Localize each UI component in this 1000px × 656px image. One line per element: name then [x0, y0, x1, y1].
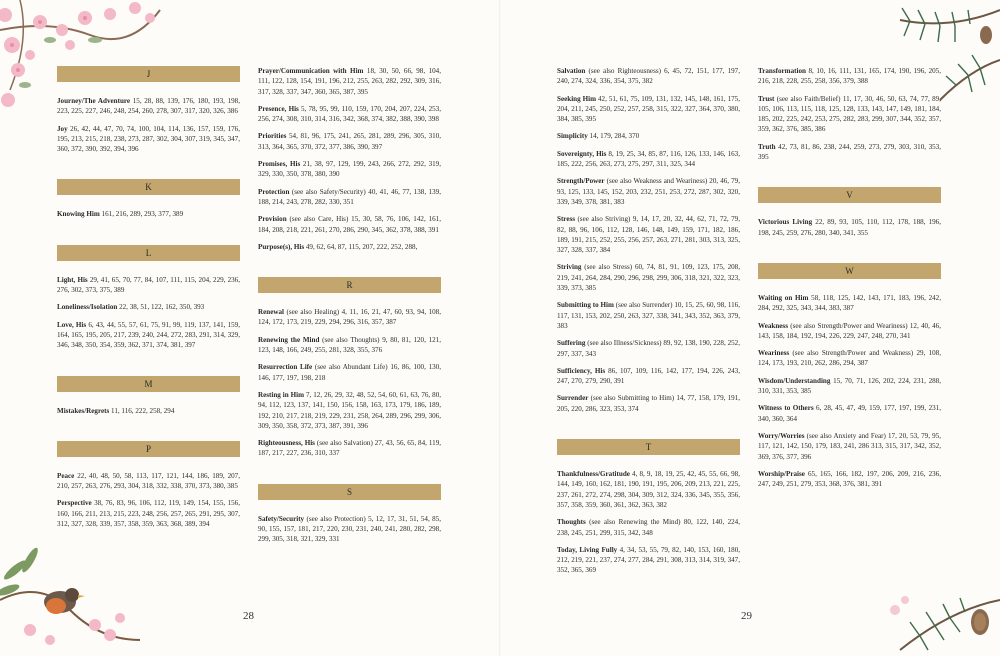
index-entry: Submitting to Him (see also Surrender) 10, 15, 25, 60, 98, 116, 117, 131, 153, 202, 250, 263, 327, 338, 341, 343, 352, 363, 379, 383	[557, 301, 740, 330]
index-entry: Weakness (see also Strength/Power and Weariness) 12, 40, 46, 143, 158, 184, 192, 194, 226, 229, 247, 248, 270, 341	[758, 321, 941, 340]
index-entry: Righteousness, His (see also Salvation) 27, 43, 56, 65, 84, 119, 187, 217, 227, 236, 310, 337	[258, 439, 442, 458]
index-entry: Mistakes/Regrets 11, 116, 222, 258, 294	[57, 406, 175, 415]
index-entry: Purpose(s), His 49, 62, 64, 87, 115, 207, 222, 252, 288,	[258, 242, 418, 251]
index-entry: Joy 26, 42, 44, 47, 70, 74, 100, 104, 114, 136, 157, 159, 176, 195, 213, 215, 218, 238, 273, 287, 302, 304, 307, 319, 345, 347, 360, 372, 390, 392, 394, 396	[57, 124, 240, 154]
section-header-V: V	[758, 187, 941, 203]
index-entry: Witness to Others 6, 28, 45, 47, 49, 159, 177, 197, 199, 231, 340, 360, 364	[758, 404, 941, 423]
index-entry: Wisdom/Understanding 15, 70, 71, 126, 202, 224, 231, 288, 310, 331, 353, 385	[758, 376, 941, 396]
index-entry: Renewing the Mind (see also Thoughts) 9, 80, 81, 120, 121, 123, 148, 166, 249, 255, 281, 328, 355, 376	[258, 335, 441, 355]
index-entry: Knowing Him 161, 216, 289, 293, 377, 389	[57, 210, 184, 219]
index-column-1	[57, 66, 240, 536]
index-entry: Suffering (see also Illness/Sickness) 89, 92, 138, 190, 228, 252, 297, 337, 343	[557, 339, 740, 358]
index-entry: Sovereignty, His 8, 19, 25, 34, 85, 87, 116, 126, 133, 146, 163, 185, 222, 256, 263, 273, 275, 297, 311, 325, 344	[557, 149, 740, 169]
index-entry: Safety/Security (see also Protection) 5, 12, 17, 31, 51, 54, 85, 90, 155, 157, 181, 217, 220, 230, 231, 240, 241, 280, 282, 298, 299, 305, 318, 321, 329, 331	[258, 514, 441, 544]
index-entry: Perspective 38, 76, 83, 96, 106, 112, 119, 149, 154, 155, 156, 160, 166, 211, 213, 215, 223, 248, 256, 257, 265, 291, 295, 307, 312, 327, 328, 339, 357, 358, 359, 363, 368, 389, 394	[57, 499, 240, 529]
index-entry: Presence, His 5, 78, 95, 99, 110, 159, 170, 204, 207, 224, 253, 256, 274, 308, 310, 314, 316, 342, 368, 374, 382, 388, 390, 398	[258, 104, 441, 124]
page-number-left: 28	[243, 610, 254, 622]
index-entry: Trust (see also Faith/Belief) 11, 17, 30, 46, 50, 63, 74, 77, 89, 105, 106, 113, 115, 118, 125, 128, 133, 143, 147, 149, 181, 184, 185, 202, 225, 242, 253, 275, 282, 283, 299, 307, 344, 352, 357, 359, 362, 376, 385, 386	[758, 94, 941, 134]
section-header-L: L	[57, 245, 240, 261]
section-header-T: T	[557, 439, 740, 455]
index-entry: Sufficiency, His 86, 107, 109, 116, 142, 177, 194, 226, 243, 247, 270, 279, 290, 391	[557, 366, 740, 386]
index-column-3	[557, 66, 740, 583]
index-entry: Loneliness/Isolation 22, 38, 51, 122, 162, 350, 393	[57, 303, 205, 312]
section-header-P: P	[57, 441, 240, 457]
index-entry: Resurrection Life (see also Abundant Life) 16, 86, 100, 130, 146, 177, 197, 198, 218	[258, 363, 441, 382]
section-header-K: K	[57, 179, 240, 195]
index-entry: Thankfulness/Gratitude 4, 8, 9, 18, 19, 25, 42, 45, 55, 66, 98, 144, 149, 160, 162, 181, 190, 191, 195, 206, 209, 213, 221, 225, 237, 261, 272, 274, 298, 304, 309, 312, 324, 336, 345, 355, 356, 357, 358, 359, 360, 361, 362, 363, 382	[557, 470, 740, 509]
index-entry: Worship/Praise 65, 165, 166, 182, 197, 206, 209, 216, 236, 247, 249, 251, 279, 353, 368, 376, 381, 391	[758, 469, 941, 489]
index-entry: Surrender (see also Submitting to Him) 14, 77, 158, 179, 191, 205, 220, 286, 323, 353, 374	[557, 394, 740, 413]
index-entry: Waiting on Him 58, 118, 125, 142, 143, 171, 183, 196, 242, 284, 292, 325, 343, 344, 383, 387	[758, 293, 941, 313]
index-entry: Journey/The Adventure 15, 28, 88, 139, 176, 180, 193, 198, 223, 225, 227, 246, 248, 254, 260, 278, 307, 317, 320, 326, 386	[57, 97, 240, 116]
index-entry: Renewal (see also Healing) 4, 11, 16, 21, 47, 60, 93, 94, 108, 124, 172, 173, 219, 229, 294, 296, 316, 357, 387	[258, 308, 441, 327]
index-entry: Priorities 54, 81, 96, 175, 241, 265, 281, 289, 296, 305, 310, 313, 364, 365, 370, 372, 377, 386, 390, 397	[258, 132, 441, 151]
index-entry: Transformation 8, 10, 16, 111, 131, 165, 174, 190, 196, 205, 216, 218, 228, 255, 258, 356, 379, 388	[758, 67, 941, 86]
page-number-right: 29	[741, 610, 752, 622]
pine-cone-icon	[880, 560, 1000, 656]
index-entry: Truth 42, 73, 81, 86, 238, 244, 259, 273, 279, 303, 310, 353, 395	[758, 142, 941, 162]
index-entry: Weariness (see also Strength/Power and Weakness) 29, 108, 124, 173, 193, 210, 262, 286, 294, 387	[758, 349, 941, 368]
index-column-2	[258, 66, 441, 552]
section-header-R: R	[258, 277, 441, 293]
index-entry: Today, Living Fully 4, 34, 53, 55, 79, 82, 140, 153, 160, 180, 212, 219, 221, 237, 274, 277, 284, 291, 308, 313, 314, 319, 347, 352, 365, 369	[557, 545, 741, 575]
index-entry: Striving (see also Stress) 60, 74, 81, 91, 109, 123, 175, 208, 219, 241, 264, 284, 290, 296, 298, 299, 306, 318, 321, 322, 323, 339, 373, 385	[557, 263, 740, 293]
index-entry: Love, His 6, 43, 44, 55, 57, 61, 75, 91, 99, 119, 137, 141, 159, 164, 165, 195, 205, 217, 239, 240, 244, 272, 283, 291, 314, 329, 346, 348, 350, 354, 359, 362, 371, 374, 381, 397	[57, 320, 240, 350]
index-entry: Thoughts (see also Renewing the Mind) 80, 122, 140, 224, 238, 245, 251, 299, 315, 342, 348	[557, 518, 740, 537]
section-header-S: S	[258, 484, 441, 500]
section-header-W: W	[758, 263, 941, 279]
index-entry: Stress (see also Striving) 9, 14, 17, 20, 32, 44, 62, 71, 72, 79, 82, 88, 96, 106, 112, 128, 146, 148, 149, 159, 171, 182, 186, 189, 191, 215, 252, 255, 256, 257, 263, 271, 281, 303, 313, 325, 327, 328, 337, 384	[557, 215, 740, 255]
index-entry: Victorious Living 22, 89, 93, 105, 110, 112, 178, 188, 196, 198, 245, 259, 276, 280, 340, 341, 355	[758, 218, 941, 237]
index-entry: Strength/Power (see also Weakness and Weariness) 20, 46, 79, 93, 125, 133, 145, 152, 203, 232, 251, 253, 272, 287, 302, 320, 339, 349, 378, 381, 383	[557, 177, 740, 206]
index-column-4	[758, 66, 941, 496]
robin-bird-icon	[0, 540, 140, 656]
page-gutter	[499, 0, 501, 656]
index-entry: Resting in Him 7, 12, 26, 29, 32, 48, 52, 54, 60, 61, 63, 76, 80, 94, 112, 123, 137, 141, 150, 156, 158, 163, 173, 179, 186, 189, 192, 210, 217, 218, 219, 229, 231, 258, 264, 289, 296, 299, 306, 309, 350, 358, 372, 373, 387, 391, 396	[258, 390, 442, 430]
section-header-J: J	[57, 66, 240, 82]
index-entry: Simplicity 14, 179, 284, 370	[557, 132, 640, 141]
section-header-M: M	[57, 376, 240, 392]
index-entry: Prayer/Communication with Him 18, 30, 50, 66, 98, 104, 111, 122, 128, 154, 191, 196, 212, 255, 263, 282, 292, 309, 316, 317, 328, 337, 347, 360, 365, 387, 395	[258, 67, 442, 96]
index-entry: Promises, His 21, 38, 97, 129, 199, 243, 266, 272, 292, 319, 329, 330, 350, 378, 380, 390	[258, 160, 441, 179]
index-entry: Seeking Him 42, 51, 61, 75, 109, 131, 132, 145, 148, 161, 175, 204, 211, 245, 250, 252, 257, 258, 315, 322, 327, 364, 370, 380, 384, 385, 395	[557, 94, 740, 124]
index-entry: Peace 22, 40, 48, 50, 58, 113, 117, 121, 144, 186, 189, 207, 210, 257, 263, 276, 293, 304, 318, 332, 338, 370, 373, 380, 385	[57, 471, 240, 491]
index-entry: Provision (see also Care, His) 15, 30, 58, 76, 106, 142, 161, 184, 208, 218, 221, 261, 270, 286, 290, 345, 362, 378, 388, 391	[258, 215, 441, 234]
index-entry: Protection (see also Safety/Security) 40, 41, 46, 77, 138, 139, 188, 214, 243, 278, 282, 330, 351	[258, 187, 441, 206]
index-entry: Worry/Worries (see also Anxiety and Fear) 17, 20, 53, 79, 95, 117, 121, 142, 150, 179, 183, 241, 286 313, 315, 317, 342, 352, 369, 376, 377, 396	[758, 431, 941, 461]
index-entry: Light, His 29, 41, 65, 70, 77, 84, 107, 111, 115, 204, 229, 236, 276, 302, 373, 375, 389	[57, 275, 240, 295]
index-entry: Salvation (see also Righteousness) 6, 45, 72, 151, 177, 197, 240, 274, 324, 336, 354, 375, 382	[557, 67, 740, 86]
